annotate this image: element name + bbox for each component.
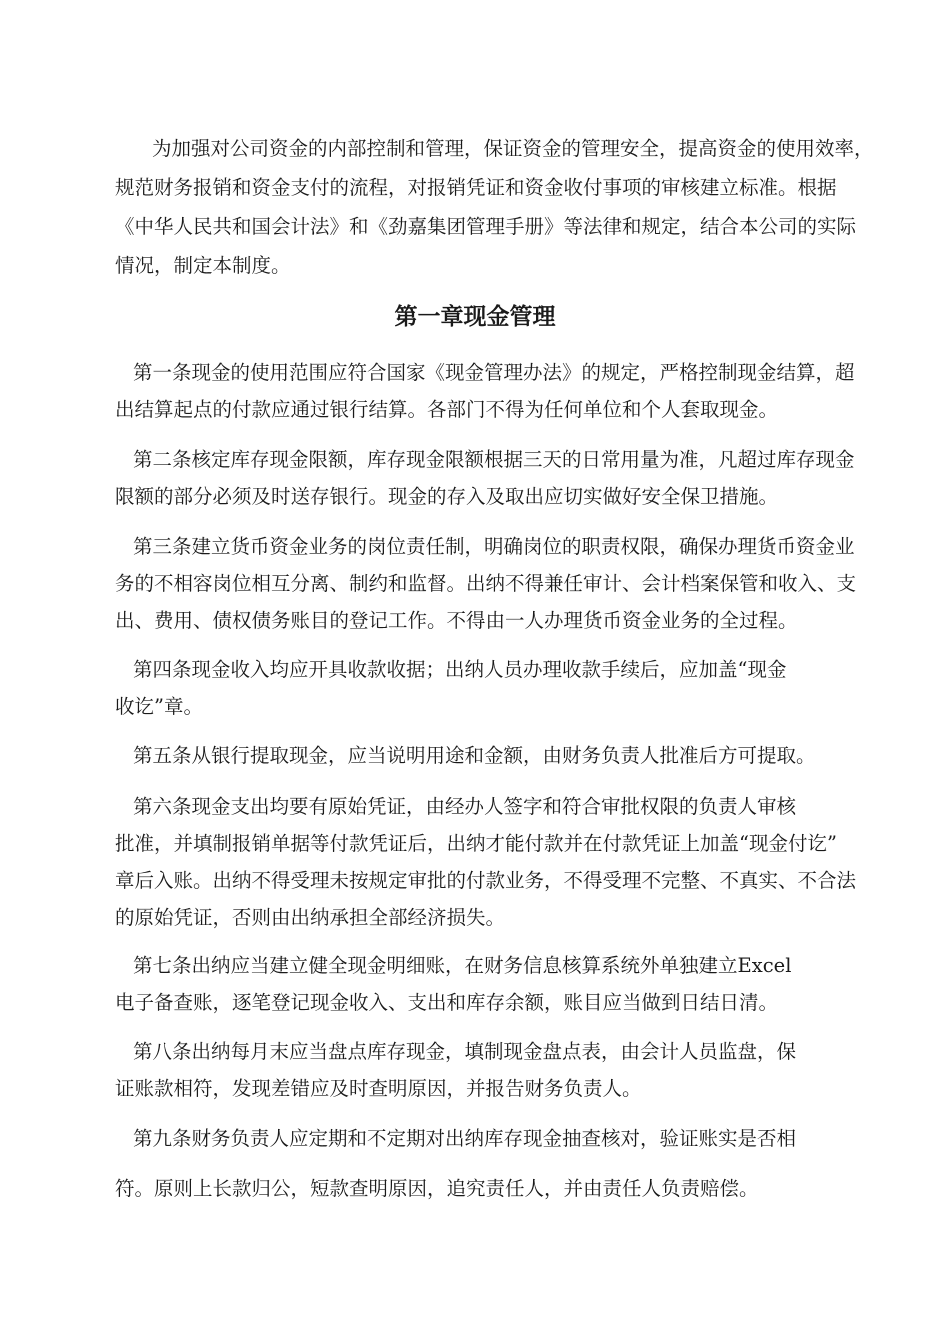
article-line: 第九条财务负责人应定期和不定期对出纳库存现金抽查核对，验证账实是否相: [133, 1127, 797, 1150]
intro-line: 规范财务报销和资金支付的流程，对报销凭证和资金收付事项的审核建立标准。根据: [115, 176, 837, 199]
chapter-title: 第一章现金管理: [394, 304, 556, 330]
article-line: 第二条核定库存现金限额，库存现金限额根据三天的日常用量为准，凡超过库存现金: [133, 448, 855, 471]
article-line: 电子备查账，逐笔登记现金收入、支出和库存余额，账目应当做到日结日清。: [115, 991, 779, 1014]
article-line: 的原始凭证，否则由出纳承担全部经济损失。: [115, 906, 506, 929]
article-line: 出、费用、债权债务账目的登记工作。不得由一人办理货币资金业务的全过程。: [115, 609, 798, 632]
article-line: 收讫”章。: [115, 695, 203, 718]
article-line: 第八条出纳每月末应当盘点库存现金，填制现金盘点表，由会计人员监盘，保: [133, 1040, 797, 1063]
article-line: 第五条从银行提取现金，应当说明用途和金额，由财务负责人批准后方可提取。: [133, 744, 816, 767]
article-line: 务的不相容岗位相互分离、制约和监督。出纳不得兼任审计、会计档案保管和收入、支: [115, 572, 857, 595]
article-line: 批准，并填制报销单据等付款凭证后，出纳才能付款并在付款凭证上加盖“现金付讫”: [115, 832, 837, 855]
article-line: 限额的部分必须及时送存银行。现金的存入及取出应切实做好安全保卫措施。: [115, 485, 779, 508]
article-line: 第三条建立货币资金业务的岗位责任制，明确岗位的职责权限，确保办理货币资金业: [133, 535, 855, 558]
intro-line: 《中华人民共和国会计法》和《劲嘉集团管理手册》等法律和规定，结合本公司的实际: [115, 215, 857, 238]
article-line: 出结算起点的付款应通过银行结算。各部门不得为任何单位和个人套取现金。: [115, 398, 779, 421]
article-line: 第七条出纳应当建立健全现金明细账，在财务信息核算系统外单独建立Excel: [133, 954, 792, 977]
article-line: 章后入账。出纳不得受理未按规定审批的付款业务，不得受理不完整、不真实、不合法: [115, 869, 857, 892]
article-line: 第六条现金支出均要有原始凭证，由经办人签字和符合审批权限的负责人审核: [133, 795, 797, 818]
intro-line: 情况，制定本制度。: [115, 254, 291, 277]
article-line: 第一条现金的使用范围应符合国家《现金管理办法》的规定，严格控制现金结算，超: [133, 361, 855, 384]
article-line: 符。原则上长款归公，短款查明原因，追究责任人，并由责任人负责赔偿。: [115, 1177, 759, 1200]
intro-line: 为加强对公司资金的内部控制和管理，保证资金的管理安全，提高资金的使用效率，: [152, 137, 874, 160]
article-line: 证账款相符，发现差错应及时查明原因，并报告财务负责人。: [115, 1077, 642, 1100]
article-line: 第四条现金收入均应开具收款收据；出纳人员办理收款手续后，应加盖“现金: [133, 658, 787, 681]
